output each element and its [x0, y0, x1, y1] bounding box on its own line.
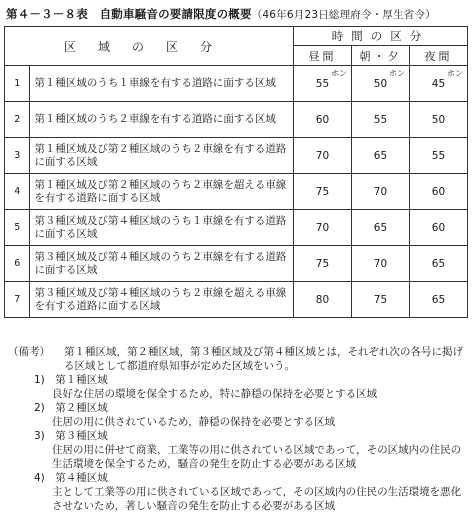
value-morning-evening [351, 66, 409, 102]
value-day-text: 60 [315, 113, 330, 126]
row-number-text: 4 [14, 186, 21, 197]
unit-label: ホン [388, 69, 405, 78]
value-night [409, 66, 467, 102]
value-morning-evening [351, 102, 409, 138]
table-row [5, 174, 468, 210]
row-number-text: 6 [14, 258, 21, 269]
value-morning-evening [351, 282, 409, 318]
row-description-text: 第１種区域及び第２種区域のうち２車線を超える車線を有する道路に面する区域 [34, 178, 287, 204]
header-row [5, 27, 468, 46]
note-item-body: 住居の用に併せて商業，工業等の用に供されている区域であって，その区域内の住民の生活環境を保全するため，騒音の発生を防止する必要がある区域 [52, 444, 462, 470]
notes-section [8, 345, 468, 513]
value-night [409, 246, 467, 282]
value-day [293, 102, 351, 138]
table-row [5, 102, 468, 138]
row-number [5, 210, 30, 246]
row-description [30, 138, 294, 174]
note-item-heading: 1) 第１種区域 [34, 374, 108, 386]
row-description-text: 第１種区域及び第２種区域のうち２車線を有する道路に面する区域 [34, 142, 287, 168]
value-morning-evening-text: 55 [373, 113, 388, 126]
row-number [5, 282, 30, 318]
row-number-text: 1 [14, 78, 21, 89]
table-row [5, 246, 468, 282]
note-item-heading: 3) 第３種区域 [34, 430, 108, 442]
value-night [409, 102, 467, 138]
row-number-text: 2 [14, 114, 21, 125]
title-text: 第４－３－８表 自動車騒音の要請限度の概要 [6, 7, 252, 21]
notes-label: （備考） [8, 346, 50, 358]
note-item-heading: 4) 第４種区域 [34, 472, 108, 484]
value-morning-evening-text: 70 [373, 185, 388, 198]
value-morning-evening [351, 138, 409, 174]
value-day-text: 70 [315, 149, 330, 162]
notes-lead-text: 第１種区域，第２種区域，第３種区域及び第４種区域とは，それぞれ次の各号に掲げる区域として都道府県知事が定めた区域をいう。 [64, 346, 463, 372]
value-night-text: 50 [431, 113, 446, 126]
value-night-text: 55 [431, 149, 446, 162]
value-night [409, 282, 467, 318]
header-morning-evening: 朝・夕 [351, 46, 409, 66]
value-morning-evening [351, 174, 409, 210]
header-night: 夜間 [409, 46, 467, 66]
row-number-text: 7 [14, 294, 21, 305]
value-morning-evening-text: 50 [373, 77, 388, 90]
value-day [293, 210, 351, 246]
row-description-text: 第３種区域及び第４種区域のうち２車線を有する道路に面する区域 [34, 250, 287, 276]
value-night-text: 60 [431, 221, 446, 234]
row-description [30, 246, 294, 282]
limits-table [4, 26, 468, 318]
value-night [409, 138, 467, 174]
value-night [409, 174, 467, 210]
value-day-text: 75 [315, 257, 330, 270]
note-item-body: 住居の用に供されているため，静穏の保持を必要とする区域 [52, 416, 336, 428]
value-night-text: 65 [431, 257, 446, 270]
row-description [30, 102, 294, 138]
unit-label: ホン [330, 69, 347, 78]
value-morning-evening-text: 75 [373, 293, 388, 306]
table-row [5, 282, 468, 318]
table-row [5, 66, 468, 102]
value-day-text: 70 [315, 221, 330, 234]
row-number [5, 102, 30, 138]
row-description-text: 第１種区域のうち２車線を有する道路に面する区域 [34, 113, 276, 125]
note-item-body: 主として工業等の用に供されている区域であって，その区域内の住民の生活環境を悪化させないため，著しい騒音の発生を防止する必要がある区域 [52, 486, 462, 512]
row-description-text: 第３種区域及び第４種区域のうち１車線を有する道路に面する区域 [34, 214, 287, 240]
note-item-body: 良好な住居の環境を保全するため，特に静穏の保持を必要とする区域 [52, 388, 378, 400]
value-night-text: 45 [431, 77, 446, 90]
row-description [30, 174, 294, 210]
row-description [30, 210, 294, 246]
value-day [293, 174, 351, 210]
value-night-text: 60 [431, 185, 446, 198]
row-number [5, 174, 30, 210]
value-day [293, 138, 351, 174]
value-night [409, 210, 467, 246]
value-day [293, 246, 351, 282]
value-morning-evening-text: 65 [373, 149, 388, 162]
row-number [5, 246, 30, 282]
row-number [5, 66, 30, 102]
table-row [5, 210, 468, 246]
value-day-text: 75 [315, 185, 330, 198]
unit-label: ホン [447, 69, 463, 78]
row-description-text: 第３種区域及び第４種区域のうち２車線を超える車線を有する道路に面する区域 [34, 286, 287, 312]
table-title [6, 6, 436, 22]
row-number [5, 138, 30, 174]
header-day: 昼間 [293, 46, 351, 66]
row-number-text: 3 [14, 150, 21, 161]
value-night-text: 65 [431, 293, 446, 306]
table-row [5, 138, 468, 174]
row-description-text: 第１種区域のうち１車線を有する道路に面する区域 [34, 77, 276, 89]
value-day [293, 282, 351, 318]
notes-lead [8, 345, 468, 373]
title-note: （46年6月23日総理府令・厚生省令） [251, 9, 436, 21]
value-day-text: 80 [315, 293, 330, 306]
value-morning-evening [351, 246, 409, 282]
value-day-text: 55 [315, 77, 330, 90]
notes-items [8, 373, 468, 513]
header-area: 区域の区分 [5, 27, 294, 66]
value-morning-evening [351, 210, 409, 246]
value-morning-evening-text: 70 [373, 257, 388, 270]
value-morning-evening-text: 65 [373, 221, 388, 234]
row-description [30, 66, 294, 102]
value-day [293, 66, 351, 102]
note-item-heading: 2) 第２種区域 [34, 402, 108, 414]
row-description [30, 282, 294, 318]
header-time: 時間の区分 [293, 27, 467, 46]
row-number-text: 5 [14, 222, 21, 233]
